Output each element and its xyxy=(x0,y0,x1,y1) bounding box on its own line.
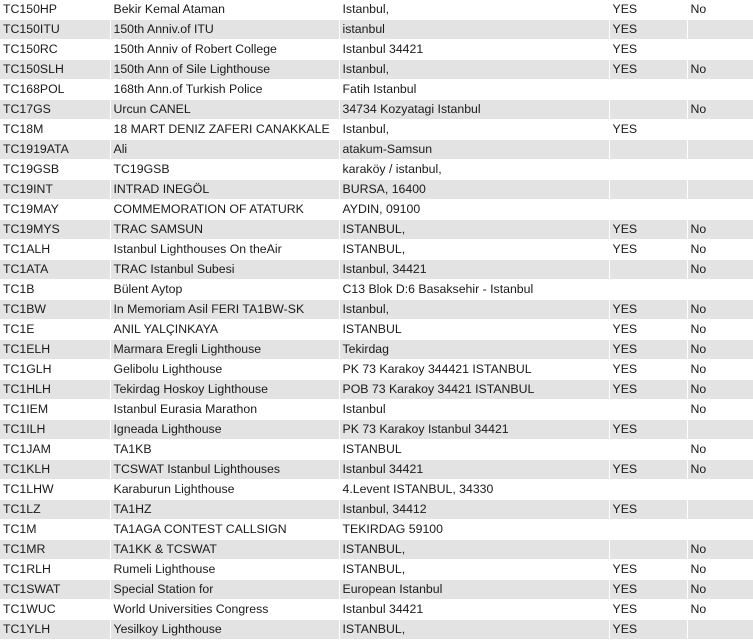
table-row xyxy=(0,440,753,460)
table-row xyxy=(0,360,753,380)
table-row xyxy=(0,220,753,240)
callsign-cell[interactable]: TC1RLH xyxy=(0,560,110,580)
lotw-cell xyxy=(687,40,753,60)
name-cell: 150th Ann of Sile Lighthouse xyxy=(110,60,339,80)
lotw-cell: No xyxy=(687,580,753,600)
callsign-cell[interactable]: TC1JAM xyxy=(0,440,110,460)
callsign-cell[interactable]: TC1YLH xyxy=(0,620,110,640)
table-row xyxy=(0,180,753,200)
qsl-cell: YES xyxy=(609,420,687,440)
address-cell: AYDIN, 09100 xyxy=(339,200,609,220)
address-cell: POB 73 Karakoy 34421 ISTANBUL xyxy=(339,380,609,400)
qsl-cell: YES xyxy=(609,380,687,400)
name-cell: INTRAD INEGÖL xyxy=(110,180,339,200)
callsign-cell[interactable]: TC19MYS xyxy=(0,220,110,240)
callsign-cell[interactable]: TC1IEM xyxy=(0,400,110,420)
callsign-cell[interactable]: TC1LHW xyxy=(0,480,110,500)
qsl-cell: YES xyxy=(609,0,687,20)
address-cell: Istanbul, 34412 xyxy=(339,500,609,520)
callsign-cell[interactable]: TC18M xyxy=(0,120,110,140)
qsl-cell xyxy=(609,400,687,420)
qsl-cell: YES xyxy=(609,40,687,60)
address-cell: Istanbul, xyxy=(339,120,609,140)
callsign-cell[interactable]: TC1MR xyxy=(0,540,110,560)
callsign-cell[interactable]: TC1ALH xyxy=(0,240,110,260)
lotw-cell: No xyxy=(687,100,753,120)
lotw-cell: No xyxy=(687,60,753,80)
address-cell: ISTANBUL, xyxy=(339,220,609,240)
callsign-cell[interactable]: TC150SLH xyxy=(0,60,110,80)
name-cell: ANIL YALÇINKAYA xyxy=(110,320,339,340)
address-cell: Fatih Istanbul xyxy=(339,80,609,100)
lotw-cell: No xyxy=(687,0,753,20)
qsl-cell xyxy=(609,520,687,540)
name-cell: TA1KK & TCSWAT xyxy=(110,540,339,560)
address-cell: Istanbul, xyxy=(339,60,609,80)
name-cell: TA1AGA CONTEST CALLSIGN xyxy=(110,520,339,540)
name-cell: TC19GSB xyxy=(110,160,339,180)
callsign-cell[interactable]: TC1M xyxy=(0,520,110,540)
qsl-cell xyxy=(609,200,687,220)
table-row xyxy=(0,0,753,20)
lotw-cell: No xyxy=(687,220,753,240)
address-cell: ISTANBUL xyxy=(339,440,609,460)
lotw-cell: No xyxy=(687,600,753,620)
address-cell: Istanbul, 34421 xyxy=(339,260,609,280)
table-row xyxy=(0,60,753,80)
table-row xyxy=(0,260,753,280)
address-cell: TEKIRDAG 59100 xyxy=(339,520,609,540)
qsl-cell xyxy=(609,260,687,280)
qsl-cell: YES xyxy=(609,600,687,620)
callsign-cell[interactable]: TC150ITU xyxy=(0,20,110,40)
lotw-cell xyxy=(687,500,753,520)
address-cell: C13 Blok D:6 Basaksehir - Istanbul xyxy=(339,280,609,300)
qsl-cell: YES xyxy=(609,20,687,40)
address-cell: Tekirdag xyxy=(339,340,609,360)
callsign-cell[interactable]: TC19GSB xyxy=(0,160,110,180)
lotw-cell xyxy=(687,280,753,300)
qsl-cell: YES xyxy=(609,320,687,340)
lotw-cell xyxy=(687,180,753,200)
table-row xyxy=(0,140,753,160)
callsign-cell[interactable]: TC1ATA xyxy=(0,260,110,280)
qsl-cell xyxy=(609,440,687,460)
table-row xyxy=(0,620,753,640)
qsl-cell xyxy=(609,80,687,100)
lotw-cell xyxy=(687,80,753,100)
callsign-cell[interactable]: TC1BW xyxy=(0,300,110,320)
lotw-cell: No xyxy=(687,440,753,460)
table-row xyxy=(0,280,753,300)
lotw-cell: No xyxy=(687,260,753,280)
qsl-cell: YES xyxy=(609,620,687,640)
name-cell: Istanbul Lighthouses On theAir xyxy=(110,240,339,260)
qsl-cell xyxy=(609,480,687,500)
name-cell: In Memoriam Asil FERI TA1BW-SK xyxy=(110,300,339,320)
callsign-cell[interactable]: TC17GS xyxy=(0,100,110,120)
table-row xyxy=(0,580,753,600)
qsl-cell: YES xyxy=(609,580,687,600)
table-row xyxy=(0,100,753,120)
address-cell: Istanbul 34421 xyxy=(339,460,609,480)
callsign-cell[interactable]: TC150HP xyxy=(0,0,110,20)
lotw-cell: No xyxy=(687,320,753,340)
lotw-cell: No xyxy=(687,240,753,260)
lotw-cell xyxy=(687,140,753,160)
callsign-cell[interactable]: TC1E xyxy=(0,320,110,340)
address-cell: karaköy / istanbul, xyxy=(339,160,609,180)
table-row xyxy=(0,340,753,360)
lotw-cell xyxy=(687,120,753,140)
address-cell: PK 73 Karakoy 344421 ISTANBUL xyxy=(339,360,609,380)
address-cell: Istanbul xyxy=(339,400,609,420)
table-row xyxy=(0,160,753,180)
name-cell: TCSWAT Istanbul Lighthouses xyxy=(110,460,339,480)
lotw-cell xyxy=(687,480,753,500)
qsl-cell: YES xyxy=(609,340,687,360)
name-cell: Bülent Aytop xyxy=(110,280,339,300)
qsl-cell xyxy=(609,100,687,120)
name-cell: 150th Anniv of Robert College xyxy=(110,40,339,60)
lotw-cell: No xyxy=(687,540,753,560)
qsl-cell: YES xyxy=(609,220,687,240)
table-row xyxy=(0,120,753,140)
callsign-cell[interactable]: TC1SWAT xyxy=(0,580,110,600)
table-row xyxy=(0,500,753,520)
callsign-cell[interactable]: TC1919ATA xyxy=(0,140,110,160)
address-cell: 34734 Kozyatagi Istanbul xyxy=(339,100,609,120)
qsl-cell: YES xyxy=(609,560,687,580)
table-row xyxy=(0,80,753,100)
table-row xyxy=(0,40,753,60)
callsign-cell[interactable]: TC1ELH xyxy=(0,340,110,360)
table-row xyxy=(0,520,753,540)
lotw-cell: No xyxy=(687,560,753,580)
address-cell: ISTANBUL, xyxy=(339,540,609,560)
table-row xyxy=(0,200,753,220)
table-row xyxy=(0,600,753,620)
lotw-cell: No xyxy=(687,340,753,360)
table-row xyxy=(0,560,753,580)
name-cell: 150th Anniv.of ITU xyxy=(110,20,339,40)
address-cell: atakum-Samsun xyxy=(339,140,609,160)
lotw-cell: No xyxy=(687,300,753,320)
callsign-cell[interactable]: TC1HLH xyxy=(0,380,110,400)
name-cell: Gelibolu Lighthouse xyxy=(110,360,339,380)
name-cell: Yesilkoy Lighthouse xyxy=(110,620,339,640)
lotw-cell xyxy=(687,620,753,640)
callsign-cell[interactable]: TC1GLH xyxy=(0,360,110,380)
lotw-cell: No xyxy=(687,460,753,480)
name-cell: World Universities Congress xyxy=(110,600,339,620)
address-cell: PK 73 Karakoy Istanbul 34421 xyxy=(339,420,609,440)
lotw-cell: No xyxy=(687,360,753,380)
name-cell: COMMEMORATION OF ATATURK xyxy=(110,200,339,220)
name-cell: Igneada Lighthouse xyxy=(110,420,339,440)
name-cell: Tekirdag Hoskoy Lighthouse xyxy=(110,380,339,400)
name-cell: Karaburun Lighthouse xyxy=(110,480,339,500)
qsl-cell xyxy=(609,540,687,560)
lotw-cell xyxy=(687,20,753,40)
callsign-cell[interactable]: TC1KLH xyxy=(0,460,110,480)
address-cell: European Istanbul xyxy=(339,580,609,600)
callsign-cell[interactable]: TC150RC xyxy=(0,40,110,60)
address-cell: Istanbul, xyxy=(339,0,609,20)
callsign-cell[interactable]: TC19INT xyxy=(0,180,110,200)
table-row xyxy=(0,300,753,320)
callsign-cell[interactable]: TC1B xyxy=(0,280,110,300)
lotw-cell: No xyxy=(687,400,753,420)
address-cell: Istanbul 34421 xyxy=(339,600,609,620)
name-cell: TRAC Istanbul Subesi xyxy=(110,260,339,280)
name-cell: Istanbul Eurasia Marathon xyxy=(110,400,339,420)
callsign-cell[interactable]: TC1ILH xyxy=(0,420,110,440)
lotw-cell xyxy=(687,420,753,440)
name-cell: Marmara Eregli Lighthouse xyxy=(110,340,339,360)
table-row xyxy=(0,320,753,340)
table-row xyxy=(0,240,753,260)
lotw-cell: No xyxy=(687,380,753,400)
qsl-cell xyxy=(609,160,687,180)
callsign-cell[interactable]: TC1WUC xyxy=(0,600,110,620)
lotw-cell xyxy=(687,520,753,540)
callsign-cell[interactable]: TC1LZ xyxy=(0,500,110,520)
table-row xyxy=(0,400,753,420)
name-cell: Special Station for xyxy=(110,580,339,600)
table-row xyxy=(0,480,753,500)
table-row xyxy=(0,380,753,400)
name-cell: Bekir Kemal Ataman xyxy=(110,0,339,20)
table-row xyxy=(0,420,753,440)
callsign-cell[interactable]: TC19MAY xyxy=(0,200,110,220)
name-cell: Rumeli Lighthouse xyxy=(110,560,339,580)
table-row xyxy=(0,460,753,480)
name-cell: Urcun CANEL xyxy=(110,100,339,120)
address-cell: Istanbul 34421 xyxy=(339,40,609,60)
qsl-cell xyxy=(609,280,687,300)
address-cell: ISTANBUL xyxy=(339,320,609,340)
qsl-cell: YES xyxy=(609,240,687,260)
qsl-cell: YES xyxy=(609,360,687,380)
table-row xyxy=(0,20,753,40)
name-cell: 18 MART DENIZ ZAFERI CANAKKALE xyxy=(110,120,339,140)
qsl-cell: YES xyxy=(609,120,687,140)
address-cell: 4.Levent ISTANBUL, 34330 xyxy=(339,480,609,500)
name-cell: TRAC SAMSUN xyxy=(110,220,339,240)
address-cell: Istanbul, xyxy=(339,300,609,320)
name-cell: Ali xyxy=(110,140,339,160)
name-cell: TA1HZ xyxy=(110,500,339,520)
qsl-cell: YES xyxy=(609,60,687,80)
qsl-cell: YES xyxy=(609,460,687,480)
lotw-cell xyxy=(687,160,753,180)
address-cell: ISTANBUL, xyxy=(339,560,609,580)
lotw-cell xyxy=(687,200,753,220)
address-cell: ISTANBUL, xyxy=(339,240,609,260)
qsl-cell: YES xyxy=(609,300,687,320)
qsl-cell xyxy=(609,140,687,160)
address-cell: BURSA, 16400 xyxy=(339,180,609,200)
qsl-cell xyxy=(609,180,687,200)
table-row xyxy=(0,540,753,560)
qsl-cell: YES xyxy=(609,500,687,520)
name-cell: 168th Ann.of Turkish Police xyxy=(110,80,339,100)
address-cell: istanbul xyxy=(339,20,609,40)
address-cell: ISTANBUL, xyxy=(339,620,609,640)
name-cell: TA1KB xyxy=(110,440,339,460)
callsign-cell[interactable]: TC168POL xyxy=(0,80,110,100)
